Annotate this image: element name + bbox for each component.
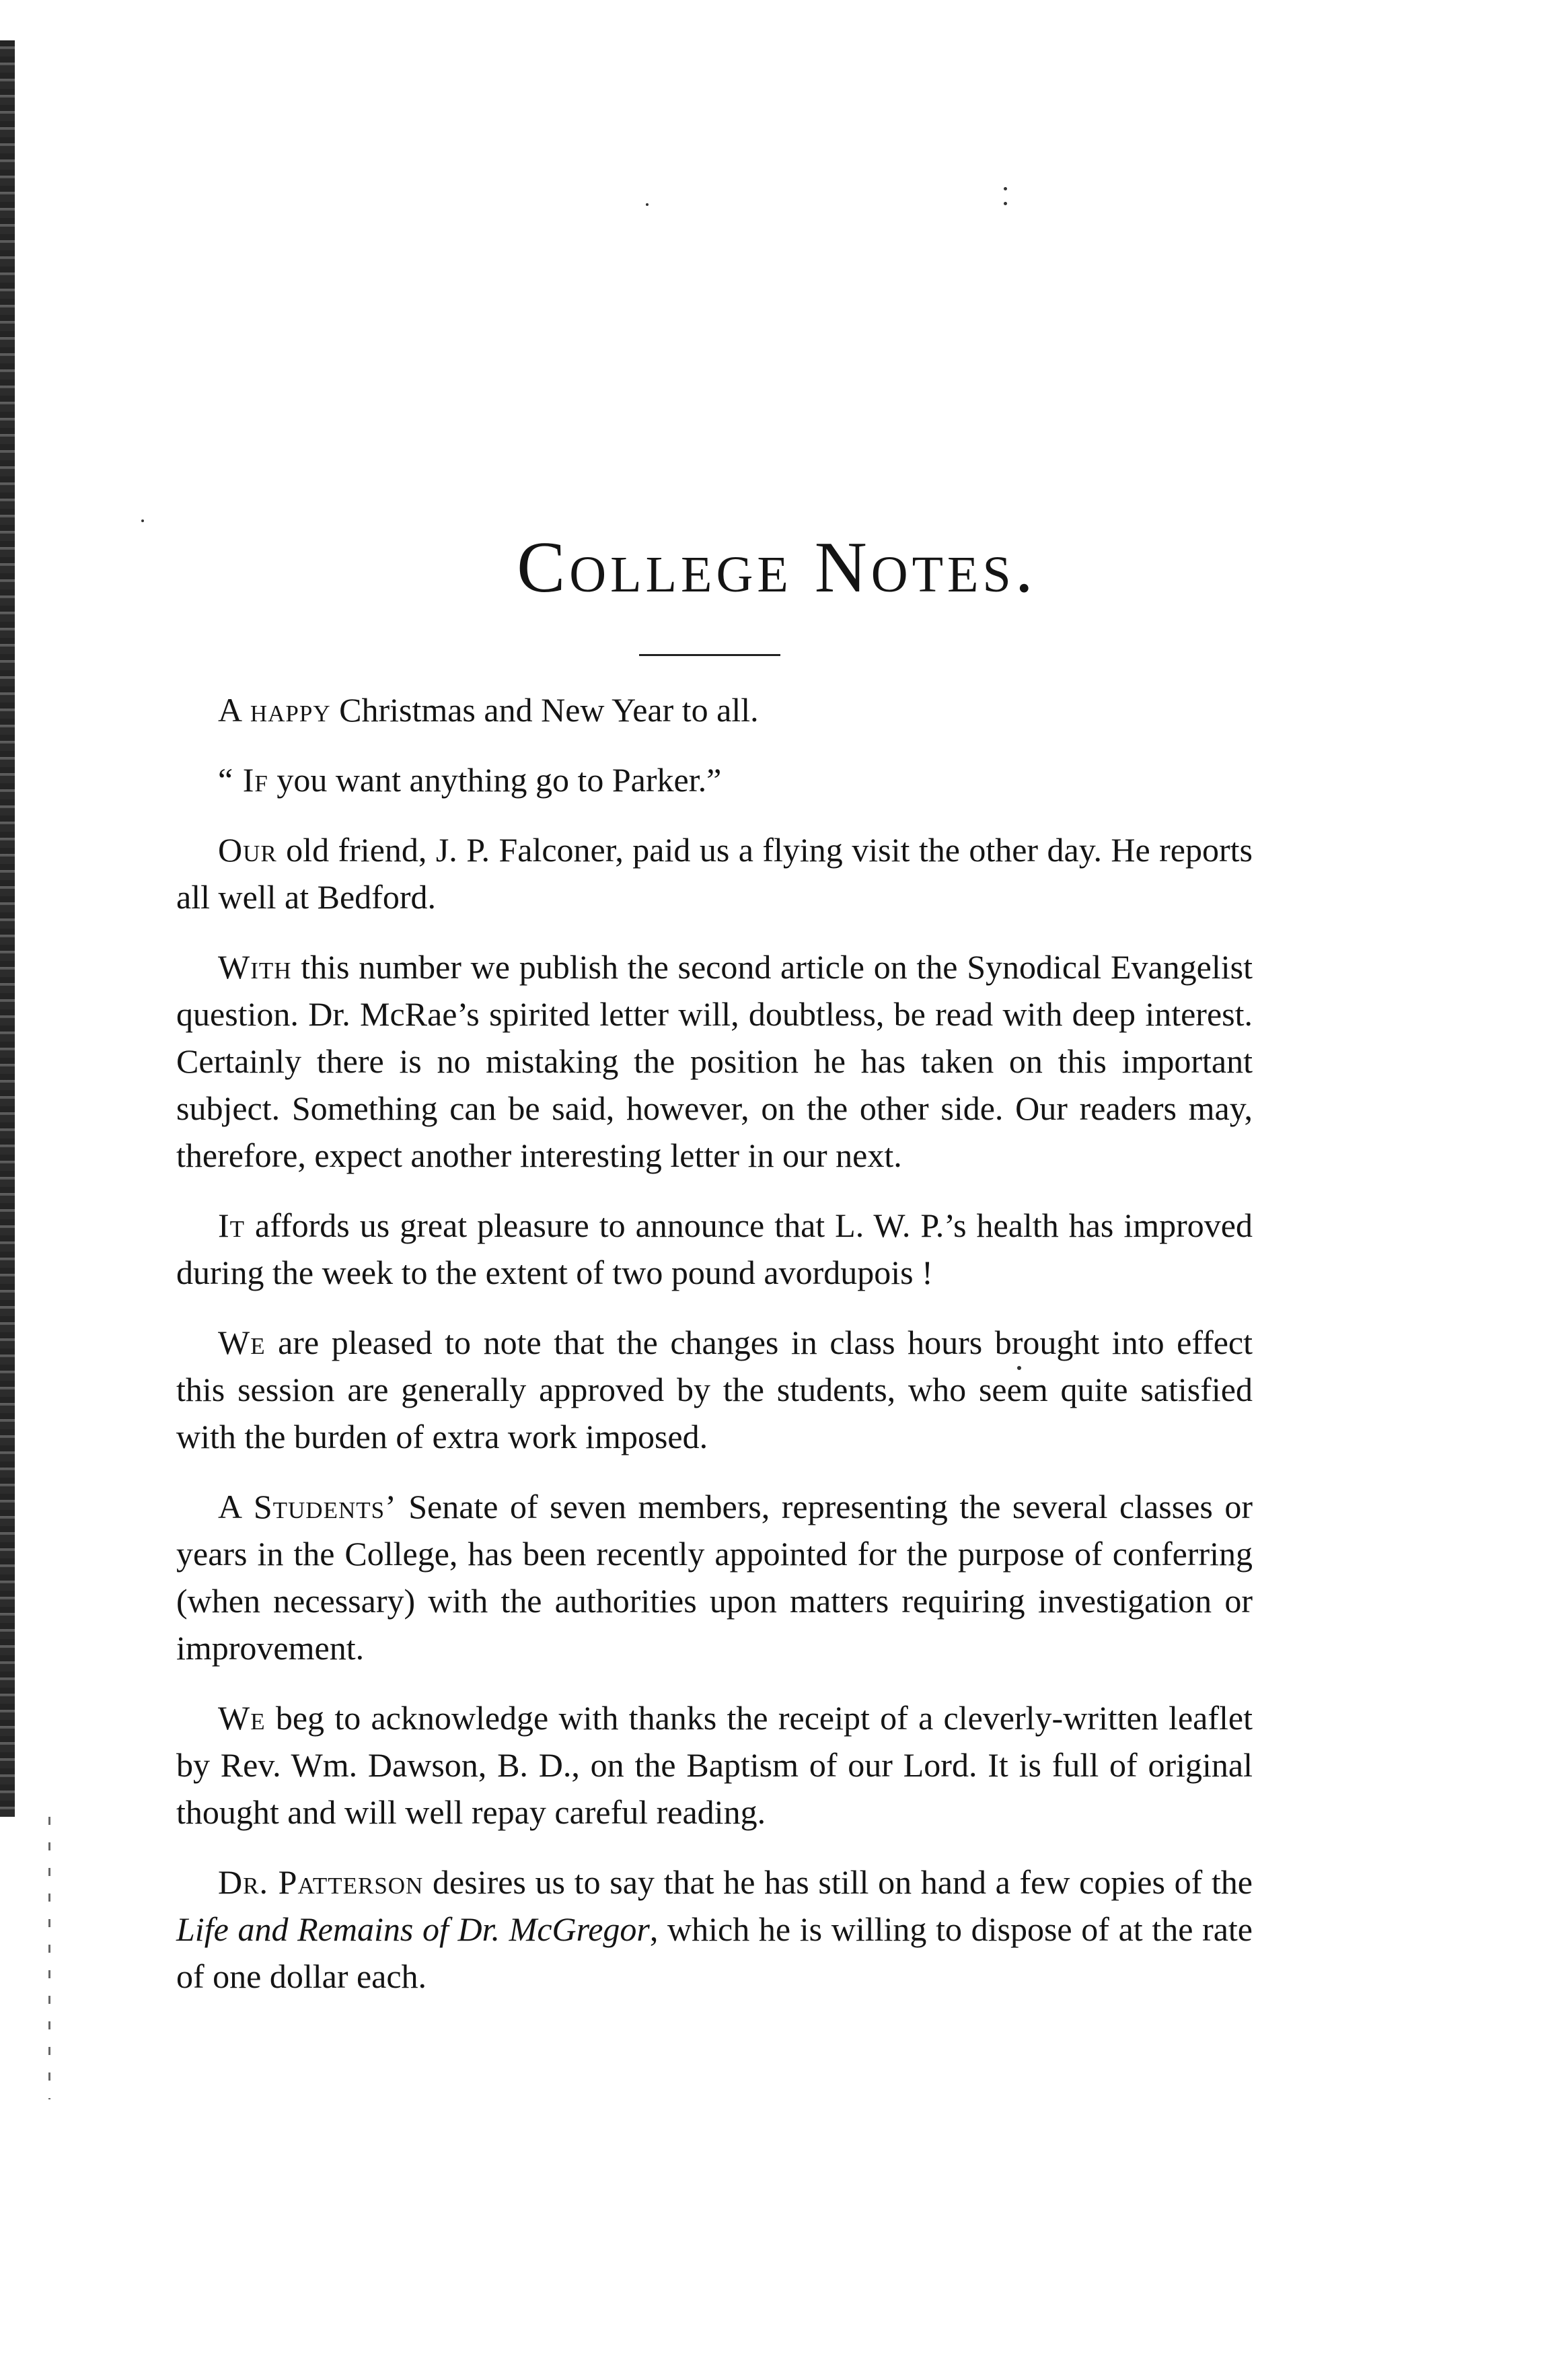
note-text: Christmas and New Year to all. xyxy=(330,691,759,729)
book-title: Life and Remains of Dr. McGregor xyxy=(176,1910,650,1948)
scan-binding-mark xyxy=(48,1817,50,2099)
note-lead-word: “ If xyxy=(218,761,268,799)
note-text: are pleased to note that the changes in class hours brought into effect this session are generally approved by the students, who seem quite satisfied with the burden of extra work imposed. xyxy=(176,1324,1253,1455)
scan-binding-edge xyxy=(0,40,15,1817)
note-lead-word: With xyxy=(218,948,292,986)
note-paragraph xyxy=(176,826,1253,921)
note-lead-word: A happy xyxy=(218,691,331,729)
note-paragraph xyxy=(176,756,1253,803)
note-paragraph-last xyxy=(176,1859,1253,2000)
notes-body xyxy=(176,686,1253,2023)
note-lead-word: It xyxy=(218,1206,246,1244)
note-text: desires us to say that he has still on hand a few copies of the xyxy=(423,1863,1253,1901)
note-text: Senate of seven members, representing the several classes or years in the College, has been recently appointed for the purpose of conferring (when necessary) with the authorities upon matters requiring investigation or improvement. xyxy=(176,1488,1253,1667)
note-lead-word: We xyxy=(218,1324,266,1361)
note-text: this number we publish the second article on the Synodical Evangelist question. Dr. McRae’s spirited letter will, doubtless, be read with deep interest. Certainly there is no mistaking the position he has taken on this important subject. Something can be said, however, on the other side. Our readers may, therefore, expect another interesting letter in our next. xyxy=(176,948,1253,1174)
note-paragraph xyxy=(176,686,1253,733)
note-lead-word: Our xyxy=(218,831,277,869)
page-title: College Notes. xyxy=(517,528,1037,608)
note-text: , which he is willing to dispose of at the rate of one dollar each. xyxy=(176,1910,1253,1995)
note-text: old friend, J. P. Falconer, paid us a flying visit the other day. He reports all well at Bedford. xyxy=(176,831,1253,916)
scan-speck xyxy=(141,519,144,522)
scan-speck xyxy=(1004,202,1007,205)
note-text: you want anything go to Parker.” xyxy=(268,761,722,799)
scan-speck xyxy=(1004,187,1007,190)
note-text: affords us great pleasure to announce that L. W. P.’s health has improved during the week to the extent of two pound avordupois ! xyxy=(176,1206,1253,1291)
note-paragraph xyxy=(176,1202,1253,1296)
note-paragraph xyxy=(176,1319,1253,1460)
note-lead-word: Dr. Patterson xyxy=(218,1863,424,1901)
note-lead-word: We xyxy=(218,1699,266,1737)
note-paragraph xyxy=(176,943,1253,1179)
note-text: beg to acknowledge with thanks the receipt of a cleverly-written leaflet by Rev. Wm. Dawson, B. D., on the Baptism of our Lord. It is full of original thought and will well repay careful reading. xyxy=(176,1699,1253,1831)
note-paragraph xyxy=(176,1694,1253,1836)
scan-speck xyxy=(646,203,649,206)
note-lead-word: A Students’ xyxy=(218,1488,397,1525)
note-paragraph xyxy=(176,1483,1253,1671)
title-divider xyxy=(639,654,780,656)
